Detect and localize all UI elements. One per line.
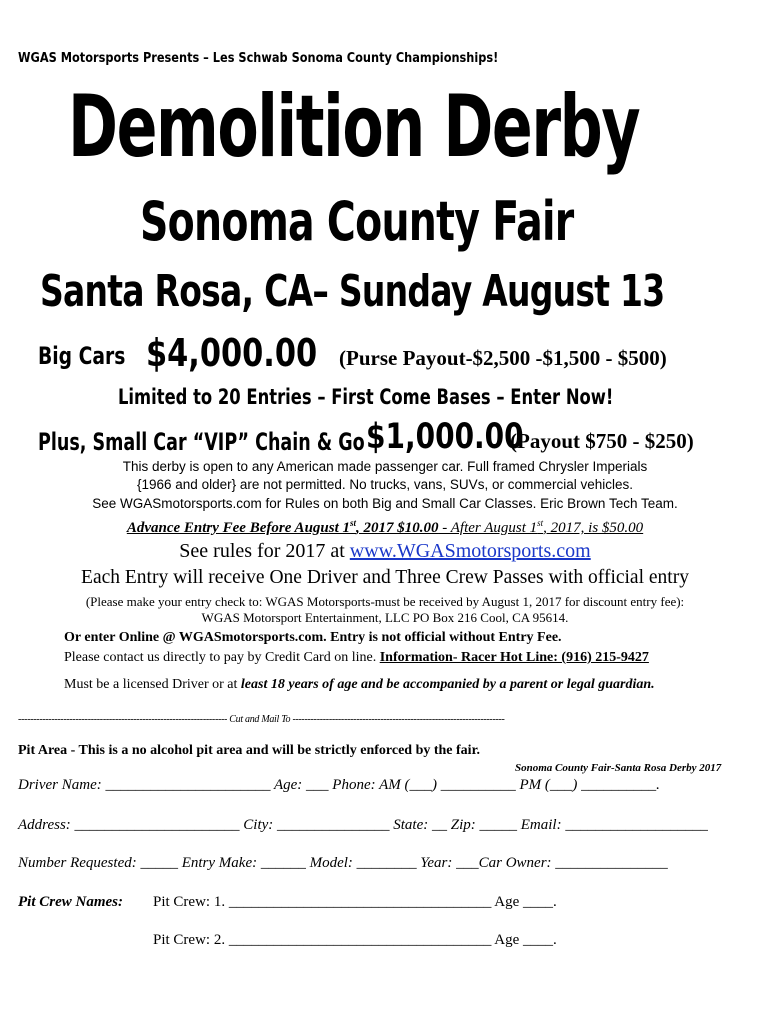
main-title: Demolition Derby <box>68 77 640 177</box>
cut-line: --------------------------------------------------------------------- Cut and Mail To ---------------------------------------------------------------------- <box>18 714 505 725</box>
mailing-address-line: WGAS Motorsport Entertainment, LLC PO Box 216 Cool, CA 95614. <box>201 610 569 625</box>
details-line-3: See WGASmotorsports.com for Rules on both Big and Small Car Classes. Eric Brown Tech Team. <box>92 496 678 511</box>
late-fee: - After August 1st, 2017, is $50.00 <box>438 518 644 536</box>
small-car-payout: (Payout $750 - $250) <box>510 429 694 453</box>
vehicle-info-line[interactable]: Number Requested: _____ Entry Make: ______ Model: ________ Year: ___Car Owner: _______________ <box>18 855 668 871</box>
big-cars-label: Big Cars <box>38 342 126 370</box>
driver-info-line[interactable]: Driver Name: ______________________ Age: ___ Phone: AM (___) __________ PM (___) __________. <box>18 777 660 793</box>
pit-crew-2-line[interactable]: Pit Crew: 2. ___________________________________ Age ____. <box>153 932 557 948</box>
location-date: Santa Rosa, CA– Sunday August 13 <box>40 266 665 317</box>
limited-entries: Limited to 20 Entries – First Come Bases – Enter Now! <box>118 385 614 409</box>
entry-fee-line <box>0 518 770 537</box>
details-line-1: This derby is open to any American made passenger car. Full framed Chrysler Imperials <box>122 459 648 474</box>
rules-link[interactable]: www.WGASmotorsports.com <box>349 540 591 562</box>
online-entry-line: Or enter Online @ WGASmotorsports.com. Entry is not official without Entry Fee. <box>64 630 562 645</box>
small-car-label: Plus, Small Car “VIP” Chain & Go <box>38 428 365 456</box>
pit-notice: Pit Area - This is a no alcohol pit area and will be strictly enforced by the fair. <box>18 743 480 758</box>
big-cars-amount: $4,000.00 <box>146 331 318 375</box>
form-title: Sonoma County Fair-Santa Rosa Derby 2017 <box>515 762 722 774</box>
presents-header: WGAS Motorsports Presents – Les Schwab Sonoma County Championships! <box>18 50 499 66</box>
pit-crew-1-line[interactable]: Pit Crew: 1. ___________________________________ Age ____. <box>153 894 557 910</box>
pit-crew-label: Pit Crew Names: <box>18 894 123 910</box>
big-cars-payout: (Purse Payout-$2,500 -$1,500 - $500) <box>339 346 667 370</box>
contact-line: Please contact us directly to pay by Credit Card on line. Information- Racer Hot Line: (916) 215-9427 <box>64 650 649 665</box>
check-payable-line: (Please make your entry check to: WGAS Motorsports-must be received by August 1, 2017 for discount entry fee): <box>85 594 685 609</box>
address-info-line[interactable]: Address: ______________________ City: _______________ State: __ Zip: _____ Email: ___________________ <box>18 817 708 833</box>
licensed-line: Must be a licensed Driver or at least 18 years of age and be accompanied by a parent or legal guardian. <box>64 677 655 692</box>
small-car-amount: $1,000.00 <box>366 417 524 457</box>
advance-fee: Advance Entry Fee Before August 1st, 2017 $10.00 <box>126 518 439 536</box>
details-line-2: {1966 and older} are not permitted. No trucks, vans, SUVs, or commercial vehicles. <box>137 477 633 492</box>
venue-title: Sonoma County Fair <box>140 190 574 253</box>
rules-line: See rules for 2017 at www.WGASmotorsports.com <box>179 540 591 562</box>
passes-line: Each Entry will receive One Driver and Three Crew Passes with official entry <box>81 567 689 588</box>
hotline: Information- Racer Hot Line: (916) 215-9427 <box>379 650 649 665</box>
